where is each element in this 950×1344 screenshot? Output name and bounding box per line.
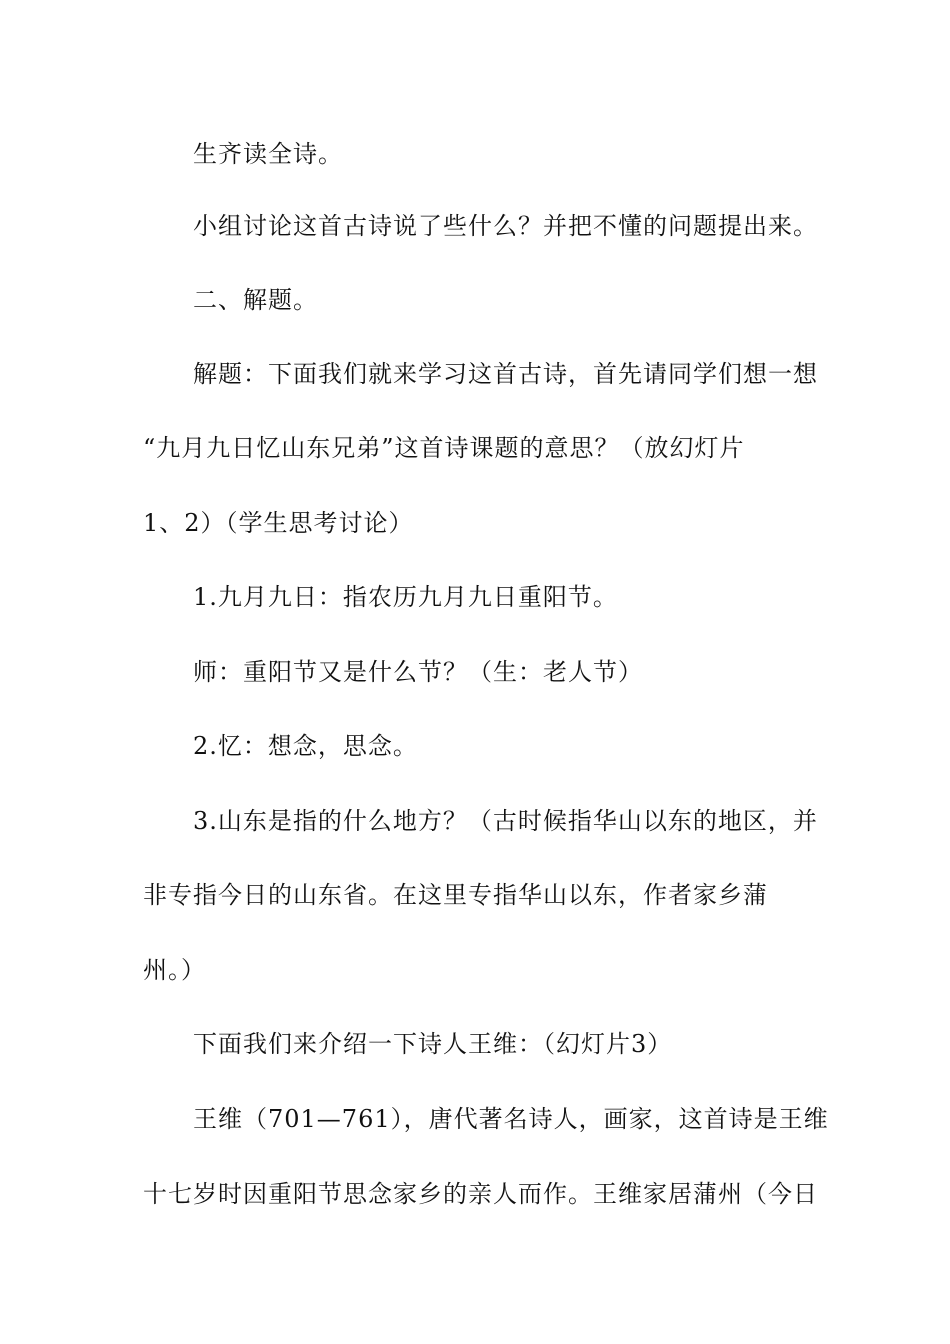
paragraph-line: 小组讨论这首古诗说了些什么？并把不懂的问题提出来。: [193, 212, 818, 240]
section-heading: 二、解题。: [193, 286, 318, 314]
list-item: 3.山东是指的什么地方？（古时候指华山以东的地区，并: [193, 807, 818, 835]
paragraph-line: 解题：下面我们就来学习这首古诗，首先请同学们想一想: [193, 360, 818, 388]
paragraph-line: 师：重阳节又是什么节？（生：老人节）: [193, 658, 643, 686]
paragraph-line: 王维（701—761），唐代著名诗人，画家，这首诗是王维: [193, 1105, 829, 1133]
paragraph-line: 州。）: [143, 956, 206, 984]
paragraph-line: 下面我们来介绍一下诗人王维：（幻灯片3）: [193, 1030, 673, 1058]
paragraph-line: 十七岁时因重阳节思念家乡的亲人而作。王维家居蒲州（今日: [143, 1180, 818, 1208]
paragraph-line: “九月九日忆山东兄弟”这首诗课题的意思？（放幻灯片: [143, 434, 745, 462]
paragraph-line: 生齐读全诗。: [193, 140, 343, 168]
list-item: 1.九月九日：指农历九月九日重阳节。: [193, 583, 618, 611]
paragraph-line: 非专指今日的山东省。在这里专指华山以东，作者家乡蒲: [143, 881, 768, 909]
paragraph-line: 1、2）（学生思考讨论）: [143, 509, 414, 537]
list-item: 2.忆：想念，思念。: [193, 732, 418, 760]
